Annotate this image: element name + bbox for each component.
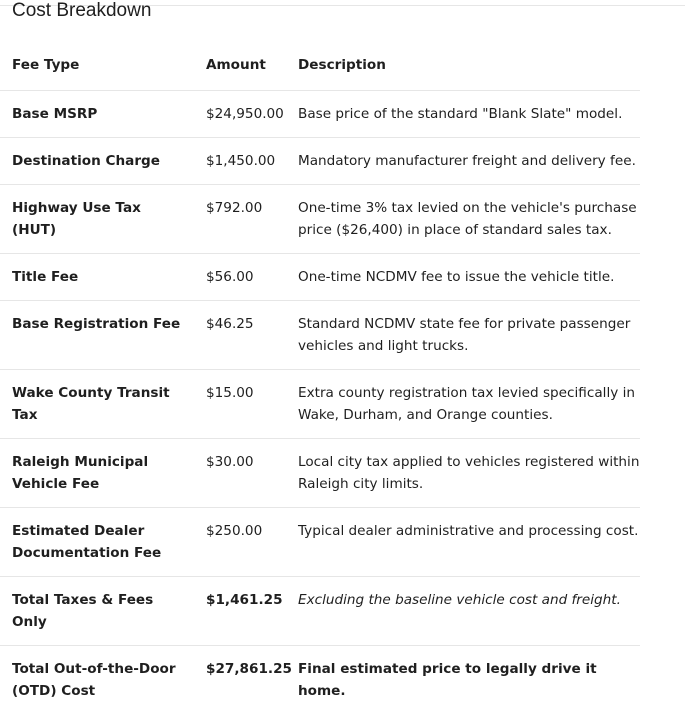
table-row	[0, 370, 640, 439]
table-row	[0, 185, 640, 254]
fee-type-cell: Title Fee	[0, 254, 194, 301]
description-cell: One-time NCDMV fee to issue the vehicle title.	[286, 254, 640, 301]
subtotal-label: Total Taxes & Fees Only	[0, 577, 194, 646]
total-amount: $27,861.25	[194, 646, 286, 714]
description-cell: Typical dealer administrative and processing cost.	[286, 508, 640, 577]
table-row	[0, 91, 640, 138]
amount-cell: $1,450.00	[194, 138, 286, 185]
description-cell: Standard NCDMV state fee for private passenger vehicles and light trucks.	[286, 301, 640, 370]
fee-type-cell: Estimated Dealer Documentation Fee	[0, 508, 194, 577]
amount-cell: $56.00	[194, 254, 286, 301]
description-cell: Base price of the standard "Blank Slate" model.	[286, 91, 640, 138]
fee-type-cell: Base MSRP	[0, 91, 194, 138]
fee-type-cell: Raleigh Municipal Vehicle Fee	[0, 439, 194, 508]
table-row	[0, 439, 640, 508]
header-description: Description	[286, 42, 640, 91]
table-row	[0, 254, 640, 301]
fee-type-cell: Wake County Transit Tax	[0, 370, 194, 439]
description-cell: Mandatory manufacturer freight and delivery fee.	[286, 138, 640, 185]
fee-type-cell: Destination Charge	[0, 138, 194, 185]
amount-cell: $24,950.00	[194, 91, 286, 138]
total-description: Final estimated price to legally drive it home.	[286, 646, 640, 714]
total-label: Total Out-of-the-Door (OTD) Cost	[0, 646, 194, 714]
amount-cell: $250.00	[194, 508, 286, 577]
description-cell: Local city tax applied to vehicles registered within Raleigh city limits.	[286, 439, 640, 508]
table-row	[0, 138, 640, 185]
section-title: Cost Breakdown	[12, 0, 151, 24]
total-row	[0, 646, 640, 714]
amount-cell: $792.00	[194, 185, 286, 254]
table-row	[0, 508, 640, 577]
table-row	[0, 301, 640, 370]
fee-type-cell: Highway Use Tax (HUT)	[0, 185, 194, 254]
header-amount: Amount	[194, 42, 286, 91]
header-fee-type: Fee Type	[0, 42, 194, 91]
amount-cell: $15.00	[194, 370, 286, 439]
table-header-row	[0, 42, 640, 91]
subtotal-amount: $1,461.25	[194, 577, 286, 646]
fee-type-cell: Base Registration Fee	[0, 301, 194, 370]
cost-breakdown-table	[0, 42, 640, 714]
description-cell: One-time 3% tax levied on the vehicle's purchase price ($26,400) in place of standard sales tax.	[286, 185, 640, 254]
amount-cell: $46.25	[194, 301, 286, 370]
description-cell: Extra county registration tax levied specifically in Wake, Durham, and Orange counties.	[286, 370, 640, 439]
subtotal-description: Excluding the baseline vehicle cost and freight.	[286, 577, 640, 646]
amount-cell: $30.00	[194, 439, 286, 508]
subtotal-row	[0, 577, 640, 646]
